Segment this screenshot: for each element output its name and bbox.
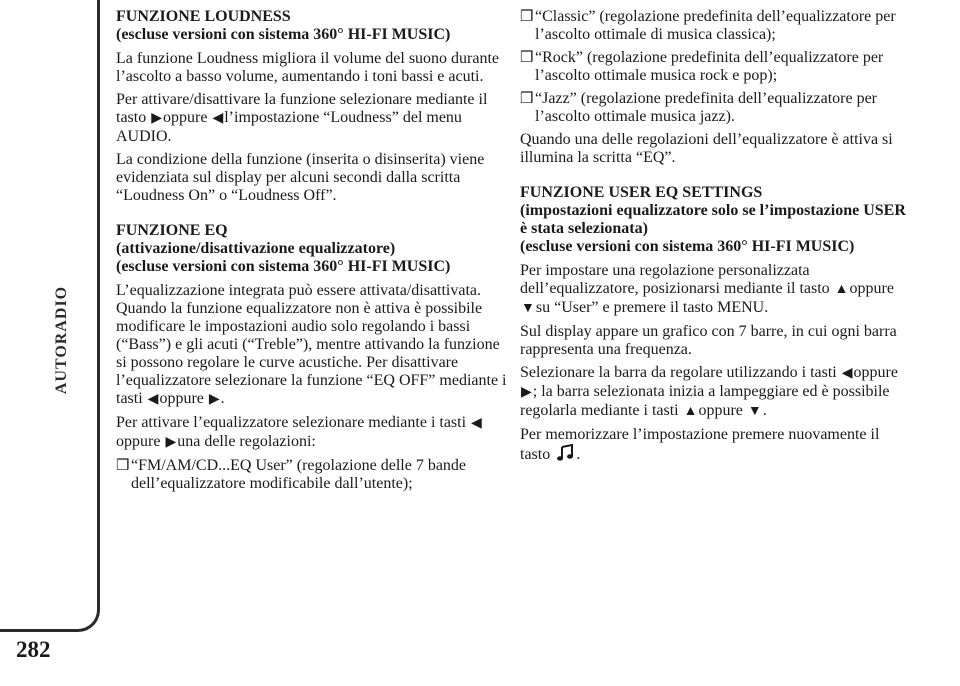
text-span: Per attivare/disattivare la funzione selezionare mediante il tasto — [116, 91, 488, 126]
checkbox-bullet-icon: ❒ — [520, 50, 534, 66]
text-span: Per memorizzare l’impostazione premere nuovamente il tasto — [520, 426, 880, 463]
loudness-paragraph-3: La condizione della funzione (inserita o disinserita) viene evidenziata sul display per alcuni secondi dalla scritta “Loudness On” o “Loudness Off”. — [116, 151, 485, 204]
user-eq-paragraph-2: Sul display appare un grafico con 7 barre, in cui ogni barra rappresenta una frequenza. — [520, 323, 897, 358]
text-span: una delle regolazioni: — [177, 433, 316, 450]
loudness-paragraph-1: La funzione Loudness migliora il volume del suono durante l’ascolto a basso volume, aumentando i toni bassi e acuti. — [116, 50, 500, 85]
triangle-right-icon: ▶ — [521, 385, 532, 400]
eq-heading-title: FUNZIONE EQ — [116, 222, 228, 239]
text-span: Selezionare la barra da regolare utilizzando i tasti — [520, 364, 837, 381]
triangle-down-icon: ▼ — [521, 301, 535, 316]
eq-heading-sub: (attivazione/disattivazione equalizzatore) — [116, 240, 396, 257]
list-item — [520, 90, 912, 126]
text-span: Per impostare una regolazione personalizzata dell’equalizzatore, posizionarsi mediante il tasto — [520, 262, 830, 297]
page-number: 282 — [16, 637, 51, 662]
user-eq-heading-sub: (impostazioni equalizzatore solo se l’impostazione USER è stata selezionata) — [520, 202, 906, 237]
text-span: oppure — [853, 364, 898, 381]
triangle-down-icon: ▼ — [747, 404, 762, 419]
list-item-text: “Classic” (regolazione predefinita dell’equalizzatore per l’ascolto ottimale di musica classica); — [535, 8, 896, 43]
list-item — [520, 8, 912, 44]
list-item-text: “Jazz” (regolazione predefinita dell’equalizzatore per l’ascolto ottimale musica jazz). — [535, 90, 878, 125]
triangle-right-icon: ▶ — [208, 392, 220, 407]
loudness-heading-title: FUNZIONE LOUDNESS — [116, 8, 291, 25]
text-span: oppure — [849, 280, 894, 297]
triangle-up-icon: ▲ — [683, 404, 698, 419]
triangle-left-icon: ◀ — [147, 392, 159, 407]
user-eq-paragraph-1 — [520, 262, 912, 318]
user-eq-paragraph-4 — [520, 426, 912, 464]
list-item — [116, 457, 508, 493]
text-span: oppure — [116, 433, 161, 450]
sidebar-frame — [0, 0, 100, 632]
text-span: Per attivare l’equalizzatore selezionare mediante i tasti — [116, 414, 467, 431]
text-span: L’equalizzazione integrata può essere attivata/disattivata. Quando la funzione equalizzatore non è attiva è possibile modificare le impostazioni audio solo regolando i bassi (“Bass”) e gli acuti (“Treble”), mentre attivando la funzione si possono regolare le curve acustiche. Per disattivare l’equalizzatore selezionare la funzione “EQ OFF” mediante i tasti — [116, 282, 507, 407]
eq-paragraph-2 — [116, 414, 508, 452]
text-span: . — [576, 446, 581, 463]
left-column — [116, 8, 508, 498]
loudness-paragraph-2 — [116, 91, 508, 146]
text-span: ; la barra selezionata inizia a lampeggiare ed è possibile regolarla mediante i tasti — [520, 383, 890, 419]
triangle-left-icon: ◀ — [212, 111, 224, 126]
checkbox-bullet-icon: ❒ — [116, 458, 130, 474]
text-span: su “User” e premere il tasto MENU. — [535, 299, 769, 316]
eq-heading-note: (escluse versioni con sistema 360° HI-FI MUSIC) — [116, 258, 451, 275]
text-span: oppure — [698, 402, 743, 419]
list-item-text: “Rock” (regolazione predefinita dell’equalizzatore per l’ascolto ottimale musica rock e pop); — [535, 49, 884, 84]
triangle-right-icon: ▶ — [165, 435, 177, 450]
loudness-heading-note: (escluse versioni con sistema 360° HI-FI MUSIC) — [116, 26, 451, 43]
section-label: AUTORADIO — [53, 285, 70, 395]
list-item-text: “FM/AM/CD...EQ User” (regolazione delle 7 bande dell’equalizzatore modificabile dall’utente); — [131, 457, 467, 492]
music-note-icon — [556, 444, 574, 462]
user-eq-paragraph-3 — [520, 364, 912, 421]
triangle-right-icon: ▶ — [151, 111, 162, 126]
checkbox-bullet-icon: ❒ — [520, 91, 534, 107]
eq-indicator-paragraph: Quando una delle regolazioni dell’equalizzatore è attiva si illumina la scritta “EQ”. — [520, 131, 893, 166]
right-column — [520, 8, 912, 469]
eq-heading — [116, 222, 508, 276]
loudness-heading — [116, 8, 508, 44]
triangle-up-icon: ▲ — [834, 282, 849, 297]
list-item — [520, 49, 912, 85]
text-span: l’impostazione “Loudness” del menu AUDIO. — [116, 109, 462, 145]
text-span: . — [762, 402, 767, 419]
triangle-left-icon: ◀ — [471, 416, 482, 431]
triangle-left-icon: ◀ — [841, 366, 853, 381]
text-span: oppure — [163, 109, 208, 126]
user-eq-heading-title: FUNZIONE USER EQ SETTINGS — [520, 184, 763, 201]
text-span: . — [220, 390, 225, 407]
user-eq-heading — [520, 184, 912, 256]
checkbox-bullet-icon: ❒ — [520, 9, 534, 25]
text-span: oppure — [159, 390, 204, 407]
user-eq-heading-note: (escluse versioni con sistema 360° HI-FI MUSIC) — [520, 238, 855, 255]
eq-paragraph-1 — [116, 282, 508, 409]
